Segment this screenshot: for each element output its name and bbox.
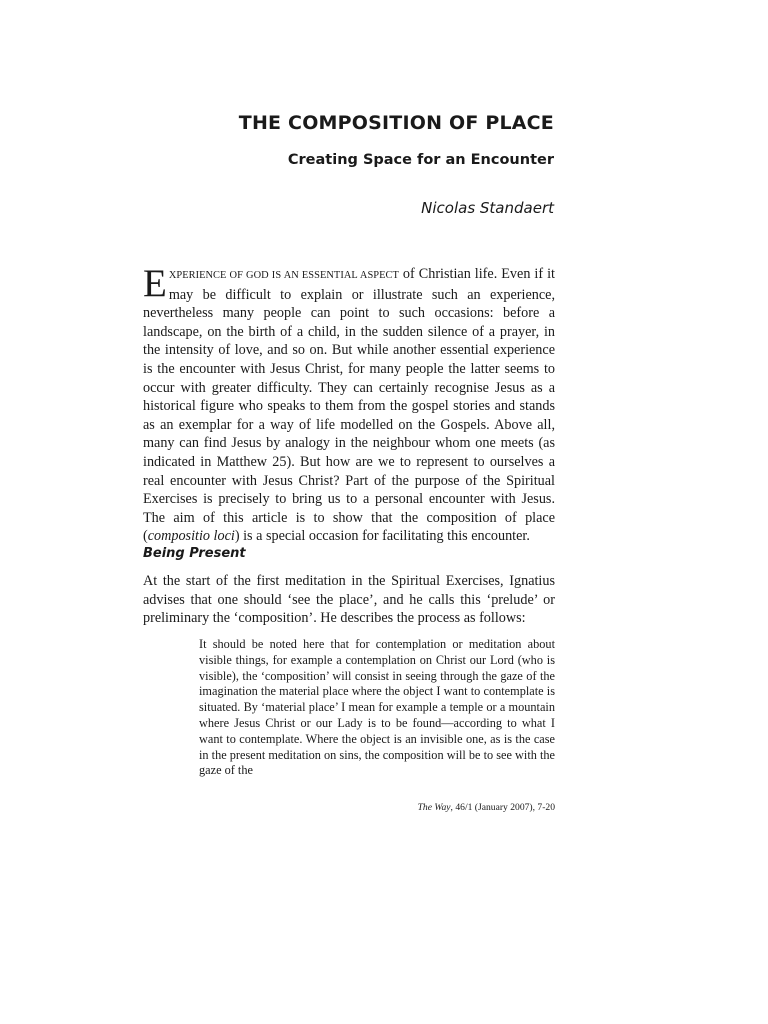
section-paragraph [143, 572, 555, 628]
intro-italic-term: compositio loci [147, 528, 235, 545]
article-subtitle: Creating Space for an Encounter [287, 152, 554, 168]
section-heading: Being Present [143, 546, 246, 561]
section-paragraph-text: At the start of the first meditation in the Spiritual Exercises, Ignatius advises that one should ‘see the place’, and he calls this ‘prelude’ or preliminary the ‘composition’. He describes the process as follows: [143, 573, 555, 627]
journal-name: The Way [417, 802, 451, 813]
intro-smallcaps-lead: XPERIENCE OF GOD IS AN ESSENTIAL ASPECT [168, 270, 399, 281]
block-quote-text: It should be noted here that for contemplation or meditation about visible things, for example a contemplation on Christ our Lord (who is visible), the ‘composition’ will consist in seeing through the gaze of the imagination the material place where the object I want to contemplate is situated. By ‘material place’ I mean for example a temple or a mountain where Jesus Christ or our Lady is to be found—according to what I want to contemplate. Where the object is an invisible one, as is the case in the present meditation on sins, the composition will be to see with the gaze of the [199, 637, 555, 778]
journal-citation-details: , 46/1 (January 2007), 7-20 [450, 802, 555, 813]
intro-paragraph [143, 262, 555, 546]
article-title: THE COMPOSITION OF PLACE [238, 112, 554, 134]
block-quote [199, 637, 555, 779]
intro-text-part1: of Christian life. Even if it may be difficult to explain or illustrate such an experience, nevertheless many people can point to such occasions: before a landscape, on the birth of a child, in the sudden silence of a prayer, in the intensity of love, and so on. But while another essential experience is the encounter with Jesus Christ, for many people the latter seems to occur with greater difficulty. They can certainly recognise Jesus as a historical figure who speaks to them from the gospel stories and stands as an exemplar for a way of life modelled on the Gospels. Above all, many can find Jesus by analogy in the neighbour whom one meets (as indicated in Matthew 25). But how are we to represent to ourselves a real encounter with Jesus Christ? Part of the purpose of the Spiritual Exercises is precisely to bring us to a personal encounter with Jesus. The aim of this article is to show that the composition of place ( [143, 266, 555, 545]
article-author: Nicolas Standaert [421, 199, 554, 217]
drop-cap: E [143, 262, 167, 305]
intro-text-part2: ) is a special occasion for facilitating this encounter. [234, 528, 530, 545]
journal-citation [418, 802, 555, 813]
